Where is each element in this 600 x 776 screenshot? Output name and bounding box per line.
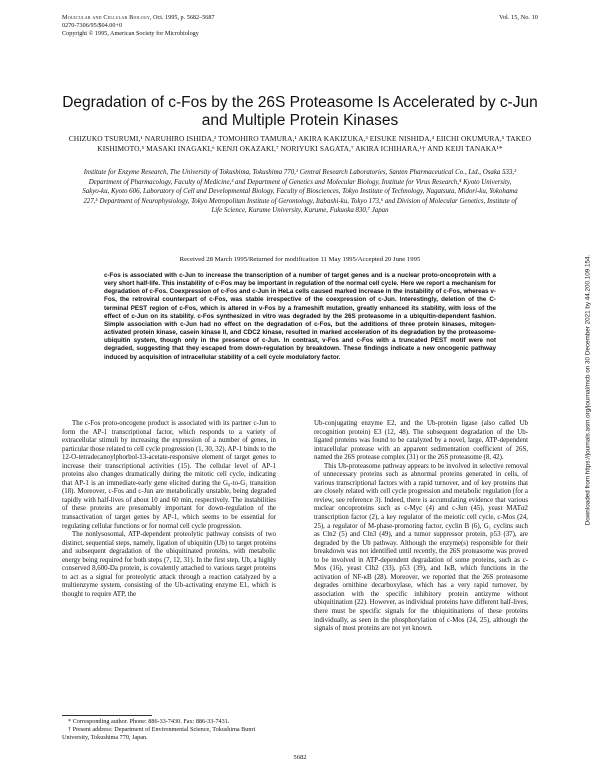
journal-citation: , Oct. 1995, p. 5682–5687 <box>149 14 215 21</box>
body-column-right <box>314 420 528 634</box>
affiliations: Institute for Enzyme Research, The University of Tokushima, Tokushima 770,¹ Central Research Laboratories, Santen Pharmaceutical Co., Ltd., Osaka 533,² Department of Pharmacology, Faculty of Medicine,³ and Department of Genetics and Molecular Biology, Institute for Virus Research,⁴ Kyoto University, Sakyo-ku, Kyoto 606, Laboratory of Cell and Developmental Biology, Faculty of Biosciences, Tokyo Institute of Technology, Nagatsuta, Midori-ku, Yokohama 227,⁵ Department of Neurophysiology, Tokyo Metropolitan Institute of Gerontology, Itabashi-ku, Tokyo 173,⁶ and Division of Molecular Genetics, Institute of Life Science, Kurume University, Kurume, Fukuoka 830,⁷ Japan <box>82 169 518 215</box>
article-title: Degradation of c-Fos by the 26S Proteasome Is Accelerated by c-Jun and Multiple Protein Kinases <box>62 94 538 129</box>
issn: 0270-7306/95/$04.00+0 <box>62 22 123 29</box>
journal-header <box>62 14 215 38</box>
footnotes <box>62 718 276 742</box>
journal-name: Molecular and Cellular Biology <box>62 14 150 21</box>
body-paragraph: This Ub-proteasome pathway appears to be involved in selective removal of unnecessary proteins such as abnormal proteins generated in cells, of various transcriptional factors with a rapid turnover, and of key proteins that are closely related with cell cycle progression and metabolic regulation (for a review, see reference 3). Indeed, there is accumulating evidence that various nuclear oncoproteins such as c-Myc (4) and c-Jun (45), yeast MATα2 transcription factor (2), a key regulator of the meiotic cell cycle, c-Mos (24, 25), a regulator of M-phase-promoting factor, cyclin B (6), G₁ cyclins such as Cln2 (5) and Cln3 (49), and a tumor suppressor protein, p53 (37), are degraded by the Ub pathway. Although the enzyme(s) responsible for their breakdown was not identified until recently, the 26S proteasome was proved to be involved in ATP-dependent degradation of some proteins, such as c-Mos (16), yeast Clb2 (33), p53 (39), and IκB, which functions in the activation of NF-κB (28). Moreover, we reported that the 26S proteasome degrades ornithine decarboxylase, which has a very rapid turnover, by association with the specific inhibitory protein antizyme without ubiquitination (22). However, as individual proteins have different half-lives, there must be specific signals for the ubiquitinations of these proteins individually, as seen in the phosphorylation of c-Mos (24, 25), although the signals of most proteins are not yet known. <box>314 462 528 633</box>
body-paragraph: The nonlysosomal, ATP-dependent proteolytic pathway consists of two distinct, sequential steps, namely, ligation of ubiquitin (Ub) to target proteins and subsequent degradation of the ubiquitinated proteins, with metabolic energy being required for both steps (7, 12, 31). In the first step, Ub, a highly conserved 8,600-Da protein, is covalently attached to various target proteins to act as a signal for proteolytic attack through a reaction catalyzed by a multienzyme system, consisting of the Ub-activating enzyme E1, which is thought to require ATP, the <box>62 531 276 598</box>
author-list: CHIZUKO TSURUMI,¹ NARUHIRO ISHIDA,² TOMOHIRO TAMURA,¹ AKIRA KAKIZUKA,³ EISUKE NISHIDA,⁴ EIICHI OKUMURA,⁵ TAKEO KISHIMOTO,⁵ MASAKI INAGAKI,⁶ KENJI OKAZAKI,⁷ NORIYUKI SAGATA,⁷ AKIRA ICHIHARA,¹† AND KEIJI TANAKA¹* <box>68 134 532 153</box>
footnote-rule <box>62 715 152 716</box>
page-number: 5682 <box>293 754 307 761</box>
footnote-present-address: † Present address: Department of Environmental Science, Tokushima Bunri University, Tokushima 770, Japan. <box>62 726 256 741</box>
footnote-corresponding: * Corresponding author. Phone: 886-33-7430. Fax: 886-33-7431. <box>68 718 230 725</box>
received-dates: Received 28 March 1995/Returned for modification 11 May 1995/Accepted 20 June 1995 <box>179 256 421 263</box>
body-paragraph: Ub-conjugating enzyme E2, and the Ub-protein ligase (also called Ub recognition protein) E3 (12, 48). The subsequent degradation of the Ub-ligated proteins was found to be catalyzed by a novel, large, ATP-dependent intracellular protease with an apparent sedimentation coefficient of 26S, named the 26S protease complex (31) or the 26S proteasome (8, 42). <box>314 420 528 462</box>
abstract: c-Fos is associated with c-Jun to increase the transcription of a number of target genes and is a nuclear proto-oncoprotein with a very short half-life. This instability of c-Fos may be important in regulation of the normal cell cycle. Here we report a mechanism for degradation of c-Fos. Coexpression of c-Fos and c-Jun in HeLa cells caused marked increase in the instability of c-Fos, whereas v-Fos, the retroviral counterpart of c-Fos, was stable irrespective of the coexpression of c-Jun. Interestingly, deletion of the C-terminal PEST region of c-Fos, which is altered in v-Fos by a frameshift mutation, greatly enhanced its stability, with loss of the effect of c-Jun on its stability. c-Fos synthesized in vitro was degraded by the 26S proteasome in a ubiquitin-dependent fashion. Simple association with c-Jun had no effect on the degradation of c-Fos, but the additions of three protein kinases, mitogen-activated protein kinase, casein kinase II, and CDC2 kinase, resulted in marked acceleration of its degradation by the proteasome-ubiquitin system, though only in the presence of c-Jun. In contrast, v-Fos and c-Fos with a truncated PEST motif were not degraded, suggesting that they escaped from down-regulation by breakdown. These findings indicate a new oncogenic pathway induced by acquisition of intracellular stability of a cell cycle modulatory factor. <box>104 272 496 361</box>
volume-info: Vol. 15, No. 10 <box>499 14 538 21</box>
body-column-left <box>62 420 276 712</box>
body-paragraph: The c-Fos proto-oncogene product is associated with its partner c-Jun to form the AP-1 transcriptional factor, which responds to a variety of extracellular stimuli by increasing the expression of a number of genes, in particular those related to cell cycle progression (1, 30, 32). AP-1 binds to the 12-O-tetradecanoylphorbol-13-acetate-responsive element of target genes to increase their transcriptional activities (15). The cellular level of AP-1 proteins also changes dramatically during the mitotic cell cycle, indicating that AP-1 is an immediate-early gene elicited during the G₀-to-G₁ transition (18). Moreover, c-Fos and c-Jun are metabolically unstable, being degraded rapidly with half-lives of about 10 and 60 min, respectively. The instabilities of these proteins are presumably important for down-regulation of the transactivation of target genes by AP-1, which seems to be essential for regulating cellular functions or for normal cell cycle progression. <box>62 420 276 530</box>
download-watermark: Downloaded from https://journals.asm.org/journal/mcb on 30 December 2021 by 44.200.109.154. <box>584 254 592 526</box>
copyright: Copyright © 1995, American Society for Microbiology <box>62 30 199 37</box>
